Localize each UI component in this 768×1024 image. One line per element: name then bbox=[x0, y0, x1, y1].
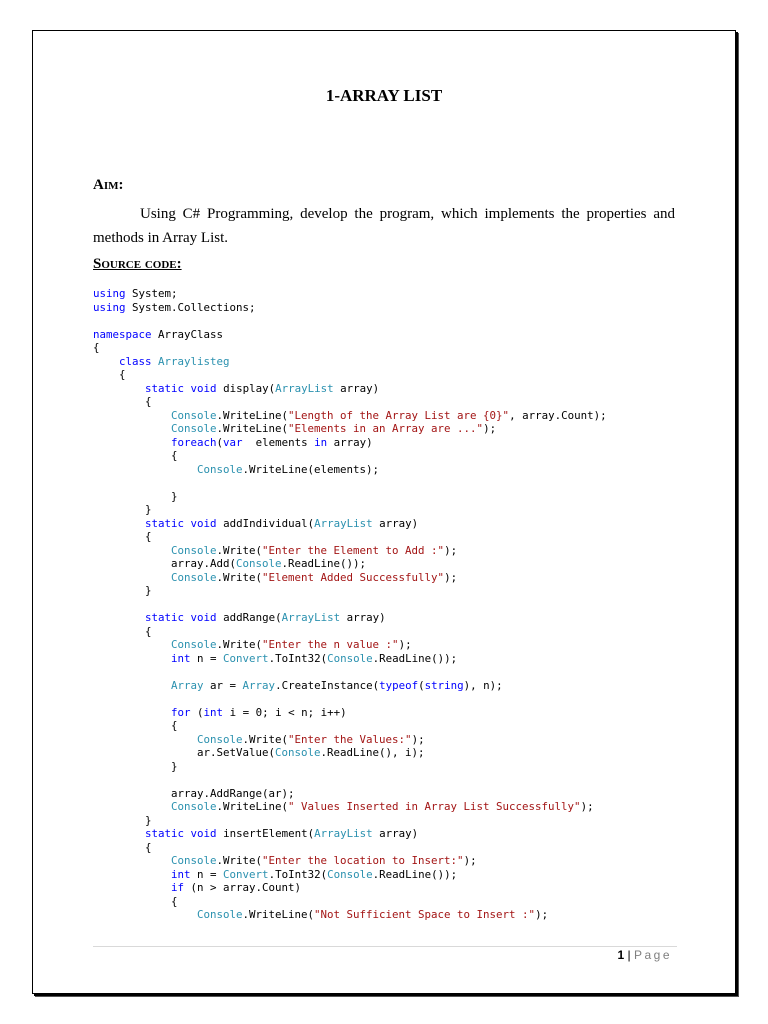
code-token: Console bbox=[171, 638, 217, 651]
code-token: .ReadLine()); bbox=[372, 867, 458, 881]
code-token: ); bbox=[463, 854, 477, 867]
code-token bbox=[93, 881, 171, 894]
page-label: Page bbox=[633, 948, 672, 962]
code-token: { bbox=[93, 368, 126, 381]
code-token bbox=[93, 652, 171, 665]
code-token: array) bbox=[372, 827, 419, 840]
code-token: "Enter the location to Insert:" bbox=[262, 854, 464, 867]
code-line bbox=[93, 760, 683, 774]
code-line bbox=[93, 733, 683, 747]
code-token: "Enter the Element to Add :" bbox=[262, 543, 445, 557]
page-footer bbox=[617, 948, 672, 962]
code-token: if bbox=[171, 881, 185, 894]
code-token bbox=[93, 800, 171, 813]
code-line bbox=[93, 598, 683, 612]
code-token: Arraylisteg bbox=[158, 354, 230, 368]
code-token: insertElement( bbox=[216, 827, 315, 840]
code-token: ( bbox=[190, 705, 204, 719]
code-token bbox=[93, 827, 145, 840]
code-token: Convert bbox=[223, 651, 269, 665]
code-token: elements bbox=[242, 435, 315, 449]
code-token: display( bbox=[216, 381, 276, 395]
code-line bbox=[93, 382, 683, 396]
code-line bbox=[93, 787, 683, 801]
code-line bbox=[93, 908, 683, 922]
code-token bbox=[93, 463, 197, 476]
code-line bbox=[93, 422, 683, 436]
page-separator: | bbox=[624, 948, 634, 962]
code-token: , array.Count); bbox=[509, 408, 607, 422]
code-line bbox=[93, 895, 683, 909]
code-line bbox=[93, 557, 683, 571]
code-token: } bbox=[93, 584, 152, 597]
code-token: .WriteLine( bbox=[216, 408, 289, 422]
code-token: void bbox=[190, 516, 217, 530]
code-token bbox=[93, 571, 171, 584]
code-token: void bbox=[190, 827, 217, 840]
code-token: ); bbox=[411, 732, 425, 746]
code-line bbox=[93, 409, 683, 423]
code-token: Console bbox=[327, 651, 373, 665]
code-token: static bbox=[145, 611, 185, 624]
code-token: foreach bbox=[171, 435, 217, 449]
code-token: ); bbox=[444, 570, 458, 584]
code-token bbox=[93, 382, 145, 395]
code-token bbox=[93, 854, 171, 867]
code-token: " Values Inserted in Array List Successfully" bbox=[288, 800, 581, 813]
code-token: .Write( bbox=[216, 570, 263, 584]
code-token: ar = bbox=[203, 678, 243, 692]
code-token: .Write( bbox=[242, 732, 289, 746]
code-token: using bbox=[93, 300, 126, 314]
code-token: ArrayList bbox=[314, 516, 373, 530]
code-token: Console bbox=[171, 800, 217, 813]
code-token: typeof bbox=[379, 678, 419, 692]
code-token: for bbox=[171, 705, 191, 719]
code-token: var bbox=[223, 435, 243, 449]
code-token: ar.SetValue( bbox=[93, 746, 276, 759]
code-line bbox=[93, 841, 683, 855]
code-token: array) bbox=[327, 435, 373, 449]
code-token: } bbox=[93, 489, 178, 503]
code-line bbox=[93, 679, 683, 693]
code-line bbox=[93, 638, 683, 652]
code-token: } bbox=[93, 503, 152, 516]
code-line bbox=[93, 692, 683, 706]
code-token: Console bbox=[171, 543, 217, 557]
aim-paragraph: Using C# Programming, develop the program, which implements the properties and methods in Array List. bbox=[93, 206, 675, 246]
code-token: addRange( bbox=[216, 611, 282, 624]
code-token: class bbox=[119, 354, 152, 368]
code-token: .WriteLine( bbox=[216, 422, 289, 435]
code-line bbox=[93, 517, 683, 531]
code-token: void bbox=[190, 611, 217, 624]
code-line bbox=[93, 368, 683, 382]
code-token: "Element Added Successfully" bbox=[262, 570, 445, 584]
code-token: { bbox=[93, 719, 178, 732]
code-token bbox=[93, 422, 171, 435]
code-token: Console bbox=[197, 462, 243, 476]
code-line bbox=[93, 355, 683, 369]
code-token: { bbox=[93, 341, 100, 354]
code-line bbox=[93, 490, 683, 504]
source-code-heading: Source code: bbox=[93, 256, 182, 272]
code-token: int bbox=[171, 651, 191, 665]
code-token: ); bbox=[444, 543, 458, 557]
code-line bbox=[93, 881, 683, 895]
code-token: Array bbox=[171, 678, 204, 692]
code-token: static bbox=[145, 827, 185, 840]
code-token: n = bbox=[190, 651, 224, 665]
code-token: ( bbox=[418, 678, 425, 692]
code-line bbox=[93, 868, 683, 882]
code-line bbox=[93, 814, 683, 828]
code-token: ); bbox=[398, 638, 412, 651]
code-line bbox=[93, 301, 683, 315]
code-line bbox=[93, 395, 683, 409]
code-token: .WriteLine( bbox=[242, 908, 315, 921]
code-token: Console bbox=[197, 908, 243, 921]
code-line bbox=[93, 571, 683, 585]
code-token: Console bbox=[236, 557, 282, 570]
code-token: .Write( bbox=[216, 854, 263, 867]
code-token: ), n); bbox=[463, 678, 503, 692]
code-token: .Write( bbox=[216, 638, 263, 651]
code-token: .ReadLine()); bbox=[281, 557, 367, 570]
code-token: using bbox=[93, 287, 126, 300]
code-token bbox=[93, 638, 171, 651]
code-token: "Enter the Values:" bbox=[288, 732, 412, 746]
code-token: } bbox=[93, 813, 152, 827]
code-line bbox=[93, 341, 683, 355]
code-line bbox=[93, 800, 683, 814]
code-token: addIndividual( bbox=[216, 516, 315, 530]
code-line bbox=[93, 314, 683, 328]
page-title: 1-ARRAY LIST bbox=[325, 86, 443, 105]
code-token: ); bbox=[535, 908, 549, 921]
code-token bbox=[93, 436, 171, 449]
code-token bbox=[93, 908, 197, 921]
code-token: array.Add( bbox=[93, 557, 237, 570]
code-token: .ReadLine(), i); bbox=[320, 746, 425, 759]
code-token: void bbox=[190, 381, 217, 395]
code-token: ); bbox=[580, 800, 594, 813]
code-line bbox=[93, 854, 683, 868]
code-token: ArrayList bbox=[314, 827, 373, 840]
code-token: Convert bbox=[223, 867, 269, 881]
code-token: .ReadLine()); bbox=[372, 651, 458, 665]
code-token: i = 0; i < n; i++) bbox=[223, 705, 347, 719]
code-token bbox=[93, 355, 119, 368]
code-line bbox=[93, 773, 683, 787]
code-line bbox=[93, 611, 683, 625]
code-line bbox=[93, 584, 683, 598]
code-token: Console bbox=[275, 746, 321, 759]
code-token: "Elements in an Array are ..." bbox=[288, 422, 484, 435]
code-token: array) bbox=[333, 381, 380, 395]
code-line bbox=[93, 530, 683, 544]
code-token bbox=[93, 517, 145, 530]
code-token bbox=[93, 868, 171, 881]
code-token bbox=[93, 409, 171, 422]
code-line bbox=[93, 328, 683, 342]
code-token: Console bbox=[171, 422, 217, 435]
code-token: { bbox=[93, 395, 152, 408]
footer-divider bbox=[93, 946, 677, 947]
code-token: static bbox=[145, 516, 185, 530]
code-token: array) bbox=[340, 611, 386, 624]
code-token: n = bbox=[190, 867, 224, 881]
code-token: .ToInt32( bbox=[268, 867, 328, 881]
code-line bbox=[93, 827, 683, 841]
aim-heading: Aim: bbox=[93, 177, 124, 193]
code-line bbox=[93, 652, 683, 666]
page-number: 1 bbox=[617, 948, 625, 962]
code-token: namespace bbox=[93, 327, 152, 341]
code-line bbox=[93, 436, 683, 450]
code-token bbox=[93, 611, 145, 624]
code-token: Console bbox=[171, 854, 217, 867]
code-token: array.AddRange(ar); bbox=[93, 786, 295, 800]
code-token: ArrayList bbox=[281, 611, 341, 624]
code-token: Array bbox=[242, 678, 276, 692]
code-token: { bbox=[93, 624, 152, 638]
code-token: "Enter the n value :" bbox=[262, 638, 399, 651]
code-token: .ToInt32( bbox=[268, 651, 328, 665]
code-token: { bbox=[93, 449, 178, 462]
code-token: ( bbox=[216, 435, 224, 449]
code-token: array) bbox=[372, 516, 419, 530]
code-token: Console bbox=[171, 570, 217, 584]
code-token: (n > array.Count) bbox=[184, 881, 302, 894]
code-token bbox=[93, 544, 171, 557]
code-token: { bbox=[93, 530, 152, 543]
code-line bbox=[93, 503, 683, 517]
code-token: .CreateInstance( bbox=[275, 678, 380, 692]
code-token: { bbox=[93, 894, 178, 908]
code-token: int bbox=[203, 705, 224, 719]
code-line bbox=[93, 463, 683, 477]
code-token: ArrayClass bbox=[151, 327, 224, 341]
code-token: static bbox=[145, 381, 185, 395]
code-token: } bbox=[93, 759, 178, 773]
code-token: int bbox=[171, 867, 191, 881]
code-line bbox=[93, 449, 683, 463]
code-token: string bbox=[424, 678, 464, 692]
code-token: .WriteLine(elements); bbox=[242, 462, 380, 476]
code-line bbox=[93, 665, 683, 679]
code-token bbox=[93, 733, 197, 746]
code-line bbox=[93, 625, 683, 639]
code-token: .WriteLine( bbox=[216, 800, 289, 813]
code-token bbox=[93, 706, 171, 719]
code-token: .Write( bbox=[216, 543, 263, 557]
code-token: "Not Sufficient Space to Insert :" bbox=[314, 908, 536, 921]
code-line bbox=[93, 706, 683, 720]
code-line bbox=[93, 476, 683, 490]
code-token: ArrayList bbox=[275, 381, 334, 395]
code-token: System; bbox=[125, 287, 178, 300]
code-line bbox=[93, 544, 683, 558]
code-token: in bbox=[314, 435, 328, 449]
code-token: System.Collections; bbox=[125, 300, 256, 314]
code-token: Console bbox=[327, 867, 373, 881]
code-line bbox=[93, 287, 683, 301]
code-token: Console bbox=[171, 408, 217, 422]
code-token: ); bbox=[483, 422, 497, 435]
code-token: { bbox=[93, 840, 152, 854]
code-line bbox=[93, 746, 683, 760]
code-token bbox=[93, 679, 171, 692]
code-line bbox=[93, 719, 683, 733]
code-token: Console bbox=[197, 732, 243, 746]
source-code-block bbox=[93, 287, 683, 922]
code-token: "Length of the Array List are {0}" bbox=[288, 408, 510, 422]
